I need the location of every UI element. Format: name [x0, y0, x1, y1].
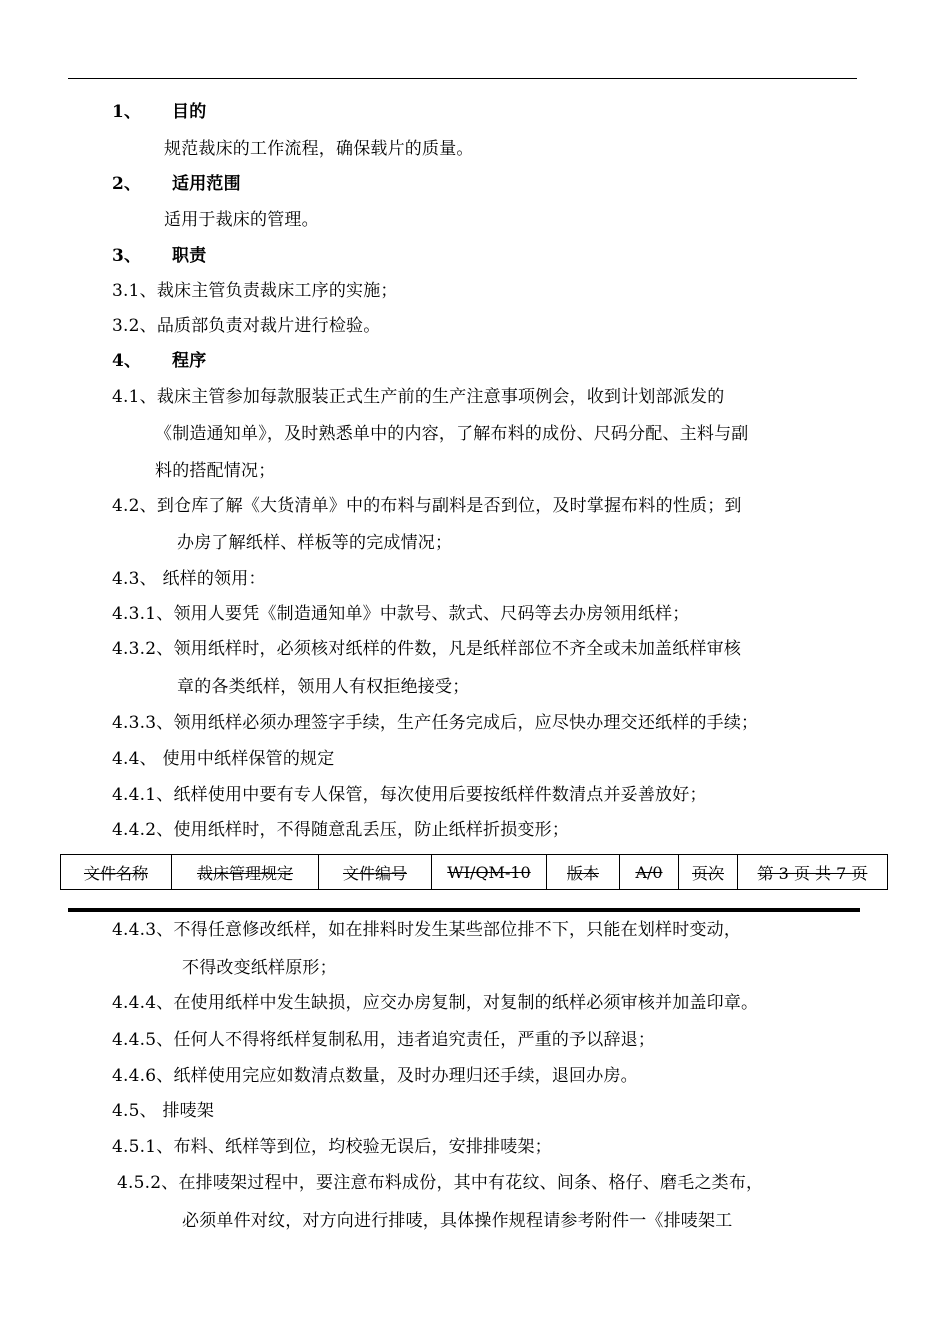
footer-version-value: A/0	[620, 855, 679, 890]
item-4-5-2-line1: 4.5.2、在排唛架过程中，要注意布料成份，其中有花纹、间条、格仔、磨毛之类布，	[117, 1173, 764, 1193]
section-title: 职责	[172, 246, 207, 266]
item-4-1-line2: 《制造通知单》，及时熟悉单中的内容，了解布料的成份、尺码分配、主料与副	[155, 424, 749, 444]
header-rule	[68, 78, 857, 79]
section-3-heading	[112, 245, 206, 267]
item-3-2: 3.2、品质部负责对裁片进行检验。	[112, 316, 381, 336]
footer-page-value: 第 3 页 共 7 页	[738, 855, 888, 890]
item-4-4-1: 4.4.1、纸样使用中要有专人保管，每次使用后要按纸样件数清点并妥善放好；	[112, 785, 707, 805]
item-4-1-line3: 料的搭配情况；	[155, 461, 276, 481]
footer-version-label: 版本	[547, 855, 620, 890]
scope-text: 适用于裁床的管理。	[164, 210, 319, 230]
item-4-3-2-line2: 章的各类纸样，领用人有权拒绝接受；	[177, 677, 470, 697]
section-title: 程序	[172, 351, 207, 371]
item-4-5-2-line2: 必须单件对纹，对方向进行排唛，具体操作规程请参考附件一《排唛架工	[182, 1211, 733, 1231]
item-4-3-3: 4.3.3、领用纸样必须办理签字手续，生产任务完成后，应尽快办理交还纸样的手续；	[112, 713, 759, 733]
item-4-3: 4.3、 纸样的领用：	[112, 569, 266, 589]
section-number: 3、	[112, 246, 142, 266]
purpose-text: 规范裁床的工作流程，确保载片的质量。	[164, 139, 474, 159]
footer-code-label: 文件编号	[319, 855, 432, 890]
footer-name-value: 裁床管理规定	[172, 855, 319, 890]
item-3-1: 3.1、裁床主管负责裁床工序的实施；	[112, 281, 398, 301]
section-number: 1、	[112, 102, 142, 122]
item-4-3-2-line1: 4.3.2、领用纸样时，必须核对纸样的件数，凡是纸样部位不齐全或未加盖纸样审核	[112, 639, 742, 659]
footer-name-label: 文件名称	[61, 855, 172, 890]
item-4-5: 4.5、 排唛架	[112, 1101, 215, 1121]
item-4-4: 4.4、 使用中纸样保管的规定	[112, 749, 335, 769]
item-4-2-line2: 办房了解纸样、样板等的完成情况；	[177, 533, 453, 553]
item-4-3-1: 4.3.1、领用人要凭《制造通知单》中款号、款式、尺码等去办房领用纸样；	[112, 604, 690, 624]
footer-code-value: WI/QM-10	[432, 855, 547, 890]
item-4-4-5: 4.4.5、任何人不得将纸样复制私用，违者追究责任，严重的予以辞退；	[112, 1030, 656, 1050]
item-4-4-3-line2: 不得改变纸样原形；	[182, 958, 337, 978]
item-4-4-4: 4.4.4、在使用纸样中发生缺损，应交办房复制，对复制的纸样必须审核并加盖印章。	[112, 993, 759, 1013]
section-2-heading	[112, 173, 241, 195]
section-number: 4、	[112, 351, 142, 371]
item-4-4-6: 4.4.6、纸样使用完应如数清点数量，及时办理归还手续，退回办房。	[112, 1066, 638, 1086]
item-4-1-line1: 4.1、裁床主管参加每款服装正式生产前的生产注意事项例会，收到计划部派发的	[112, 387, 725, 407]
item-4-5-1: 4.5.1、布料、纸样等到位，均校验无误后，安排排唛架；	[112, 1137, 552, 1157]
page-break-rule	[68, 908, 860, 912]
section-title: 适用范围	[172, 174, 241, 194]
footer-page-label: 页次	[679, 855, 738, 890]
section-4-heading	[112, 350, 206, 372]
document-footer-table	[60, 854, 888, 890]
item-4-2-line1: 4.2、到仓库了解《大货清单》中的布料与副料是否到位，及时掌握布料的性质；到	[112, 496, 742, 516]
section-1-heading	[112, 101, 206, 123]
item-4-4-3-line1: 4.4.3、不得任意修改纸样，如在排料时发生某些部位排不下，只能在划样时变动，	[112, 920, 742, 940]
section-number: 2、	[112, 174, 142, 194]
section-title: 目的	[172, 102, 207, 122]
item-4-4-2: 4.4.2、使用纸样时，不得随意乱丢压，防止纸样折损变形；	[112, 820, 570, 840]
